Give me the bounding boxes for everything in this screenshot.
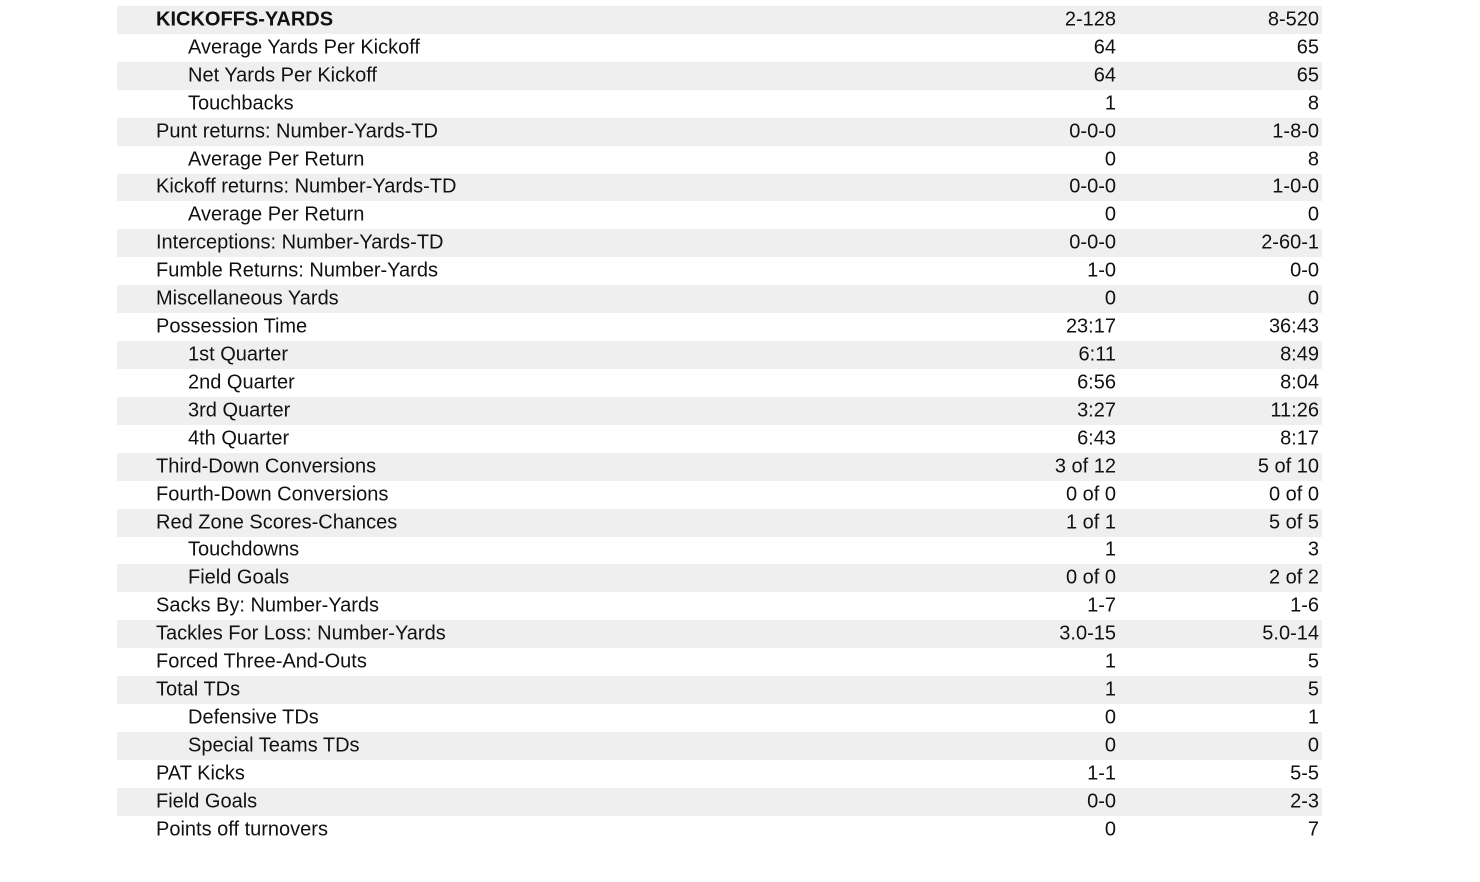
- table-row: [117, 509, 1322, 537]
- stat-label: 3rd Quarter: [188, 399, 291, 422]
- stat-value-team-1: 0-0-0: [1069, 175, 1116, 198]
- stat-value-team-2: 8:49: [1280, 343, 1319, 366]
- stat-label: Interceptions: Number-Yards-TD: [156, 231, 444, 254]
- stat-value-team-2: 65: [1296, 64, 1319, 87]
- stat-value-team-1: 0 of 0: [1065, 483, 1116, 506]
- stat-value-team-2: 1: [1307, 706, 1319, 729]
- table-row: [117, 341, 1322, 369]
- stat-value-team-2: 65: [1296, 36, 1319, 59]
- table-row: [117, 62, 1322, 90]
- stat-value-team-1: 1: [1104, 92, 1116, 115]
- stat-value-team-2: 5 of 10: [1257, 455, 1319, 478]
- table-row: [117, 788, 1322, 816]
- stat-label: Net Yards Per Kickoff: [188, 64, 377, 87]
- stat-value-team-2: 0-0: [1290, 259, 1319, 282]
- stat-value-team-1: 6:56: [1077, 371, 1116, 394]
- stat-value-team-2: 1-0-0: [1272, 175, 1319, 198]
- table-row: [117, 732, 1322, 760]
- stat-value-team-1: 6:43: [1077, 427, 1116, 450]
- stat-value-team-2: 5: [1307, 650, 1319, 673]
- stat-value-team-2: 2-60-1: [1261, 231, 1319, 254]
- stat-value-team-2: 5.0-14: [1262, 622, 1319, 645]
- stat-value-team-1: 0: [1104, 734, 1116, 757]
- table-row: [117, 425, 1322, 453]
- stat-label: Touchdowns: [188, 538, 300, 561]
- stat-label: 2nd Quarter: [188, 371, 295, 394]
- table-row: [117, 229, 1322, 257]
- table-row: [117, 397, 1322, 425]
- stat-value-team-2: 0 of 0: [1268, 483, 1319, 506]
- stat-value-team-1: 0 of 0: [1065, 566, 1116, 589]
- table-row: [117, 285, 1322, 313]
- stat-label: Possession Time: [156, 315, 308, 338]
- table-row: [117, 564, 1322, 592]
- stat-value-team-2: 8:04: [1280, 371, 1319, 394]
- table-row: [117, 6, 1322, 34]
- stat-label: Miscellaneous Yards: [156, 287, 339, 310]
- stat-value-team-1: 1-7: [1087, 594, 1116, 617]
- stat-label: Forced Three-And-Outs: [156, 650, 367, 673]
- stat-label: Red Zone Scores-Chances: [156, 511, 398, 534]
- stat-label: 1st Quarter: [188, 343, 289, 366]
- stat-value-team-1: 0-0-0: [1069, 120, 1116, 143]
- stat-value-team-2: 11:26: [1270, 399, 1319, 422]
- stat-value-team-2: 5: [1307, 678, 1319, 701]
- table-row: [117, 676, 1322, 704]
- table-row: [117, 453, 1322, 481]
- team-stats-table: [117, 6, 1322, 844]
- stat-value-team-1: 0: [1104, 818, 1116, 841]
- stat-value-team-2: 1-8-0: [1272, 120, 1319, 143]
- stat-value-team-2: 5-5: [1290, 762, 1319, 785]
- stat-value-team-1: 64: [1093, 36, 1116, 59]
- stat-label: Punt returns: Number-Yards-TD: [156, 120, 438, 143]
- stat-label: Kickoff returns: Number-Yards-TD: [156, 175, 457, 198]
- stat-label: Touchbacks: [188, 92, 294, 115]
- stat-label: Field Goals: [156, 790, 258, 813]
- stat-value-team-2: 5 of 5: [1268, 511, 1319, 534]
- stat-value-team-1: 0: [1104, 706, 1116, 729]
- stat-label: Average Yards Per Kickoff: [188, 36, 420, 59]
- stat-value-team-2: 0: [1307, 287, 1319, 310]
- table-row: [117, 760, 1322, 788]
- stat-label: Average Per Return: [188, 148, 365, 171]
- table-row: [117, 257, 1322, 285]
- table-row: [117, 481, 1322, 509]
- stat-value-team-2: 0: [1307, 203, 1319, 226]
- stat-value-team-1: 0: [1104, 203, 1116, 226]
- stat-value-team-1: 23:17: [1065, 315, 1116, 338]
- table-row: [117, 369, 1322, 397]
- table-row: [117, 313, 1322, 341]
- stat-label: Fumble Returns: Number-Yards: [156, 259, 438, 282]
- stat-value-team-2: 36:43: [1268, 315, 1319, 338]
- stat-value-team-1: 0: [1104, 148, 1116, 171]
- table-row: [117, 816, 1322, 844]
- stat-label: Third-Down Conversions: [156, 455, 377, 478]
- stat-label: KICKOFFS-YARDS: [156, 8, 334, 31]
- stat-value-team-1: 6:11: [1078, 343, 1116, 366]
- stat-label: Field Goals: [188, 566, 290, 589]
- stat-value-team-2: 8-520: [1267, 8, 1319, 31]
- stat-value-team-2: 3: [1307, 538, 1319, 561]
- table-row: [117, 620, 1322, 648]
- stat-label: Points off turnovers: [156, 818, 328, 841]
- stat-value-team-1: 1-1: [1087, 762, 1116, 785]
- table-row: [117, 592, 1322, 620]
- stat-value-team-1: 3:27: [1077, 399, 1116, 422]
- stat-value-team-2: 7: [1307, 818, 1319, 841]
- stat-value-team-1: 1: [1104, 650, 1116, 673]
- stat-label: Total TDs: [156, 678, 241, 701]
- table-row: [117, 90, 1322, 118]
- stat-label: Special Teams TDs: [188, 734, 360, 757]
- stat-value-team-1: 3 of 12: [1054, 455, 1116, 478]
- table-row: [117, 537, 1322, 565]
- stat-label: PAT Kicks: [156, 762, 245, 785]
- stat-label: Tackles For Loss: Number-Yards: [156, 622, 446, 645]
- stat-value-team-2: 8:17: [1280, 427, 1319, 450]
- stat-label: Average Per Return: [188, 203, 365, 226]
- table-row: [117, 201, 1322, 229]
- stat-value-team-1: 64: [1093, 64, 1116, 87]
- table-row: [117, 34, 1322, 62]
- stat-value-team-1: 3.0-15: [1059, 622, 1116, 645]
- table-row: [117, 118, 1322, 146]
- table-row: [117, 704, 1322, 732]
- stat-label: 4th Quarter: [188, 427, 290, 450]
- stat-label: Sacks By: Number-Yards: [156, 594, 380, 617]
- stat-value-team-2: 8: [1307, 148, 1319, 171]
- stat-value-team-1: 0-0-0: [1069, 231, 1116, 254]
- stat-value-team-2: 0: [1307, 734, 1319, 757]
- stat-value-team-1: 1-0: [1087, 259, 1116, 282]
- stat-label: Defensive TDs: [188, 706, 319, 729]
- table-row: [117, 174, 1322, 202]
- stat-value-team-2: 1-6: [1290, 594, 1319, 617]
- stat-label: Fourth-Down Conversions: [156, 483, 389, 506]
- stat-value-team-1: 2-128: [1064, 8, 1116, 31]
- stat-value-team-1: 0: [1104, 287, 1116, 310]
- table-row: [117, 648, 1322, 676]
- stat-value-team-2: 2 of 2: [1268, 566, 1319, 589]
- stat-value-team-2: 2-3: [1290, 790, 1319, 813]
- table-row: [117, 146, 1322, 174]
- stat-value-team-2: 8: [1307, 92, 1319, 115]
- stat-value-team-1: 1 of 1: [1065, 511, 1116, 534]
- stat-value-team-1: 1: [1104, 538, 1116, 561]
- stat-value-team-1: 0-0: [1087, 790, 1116, 813]
- stat-value-team-1: 1: [1104, 678, 1116, 701]
